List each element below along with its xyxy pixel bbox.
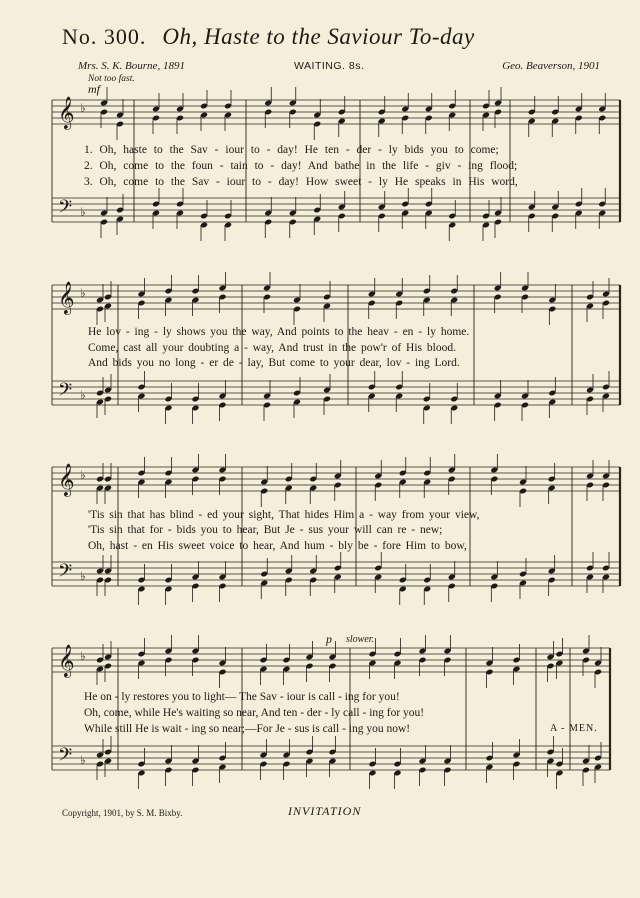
dynamic-piano: p: [326, 632, 332, 646]
flat-sign-icon: ♭: [80, 649, 86, 663]
flat-sign-icon: ♭: [80, 205, 86, 219]
bass-clef-icon: 𝄢: [58, 745, 73, 770]
tempo-slower: slower.: [346, 634, 375, 645]
flat-sign-icon: ♭: [80, 753, 86, 767]
hymn-title: Oh, Haste to the Saviour To-day: [162, 24, 475, 49]
lyric-s4-v1: He on - ly restores you to light— The Sav - iour is call - ing for you!: [84, 691, 400, 703]
lyric-s4-v2: Oh, come, while He's waiting so near, And ten - der - ly call - ing for you!: [84, 707, 425, 719]
hymn-number: No. 300.: [62, 24, 147, 49]
tune-name: WAITING. 8s.: [294, 60, 365, 72]
copyright-notice: Copyright, 1901, by S. M. Bixby.: [62, 808, 183, 818]
lyric-s1-v3: 3. Oh, come to the Sav - iour to - day! How sweet - ly He speaks in His word,: [84, 176, 518, 188]
composer-credit: Geo. Beaverson, 1901: [502, 60, 600, 72]
lyricist-credit: Mrs. S. K. Bourne, 1891: [78, 60, 185, 72]
lyric-s3-v3: Oh, hast - en His sweet voice to hear, And hum - bly be - fore Him to bow,: [88, 540, 467, 552]
flat-sign-icon: ♭: [80, 569, 86, 583]
treble-clef-icon: 𝄞: [58, 96, 75, 129]
lyric-s2-v2: Come, cast all your doubting a - way, And trust in the pow'r of His blood.: [88, 342, 456, 354]
lyric-s1-v1: 1. Oh, haste to the Sav - iour to - day! He ten - der - ly bids you to come;: [84, 144, 499, 156]
treble-clef-icon: 𝄞: [58, 281, 75, 314]
flat-sign-icon: ♭: [80, 286, 86, 300]
lyric-s2-v3: And bids you no long - er de - lay, But come to your dear, lov - ing Lord.: [88, 357, 460, 369]
bass-clef-icon: 𝄢: [58, 561, 73, 586]
treble-clef-icon: 𝄞: [58, 644, 75, 677]
amen-text: A - MEN.: [550, 723, 598, 734]
lyric-s2-v1: He lov - ing - ly shows you the way, And points to the heav - en - ly home.: [88, 326, 470, 338]
lyric-s4-v3: While still He is wait - ing so near;—For Je - sus is call - ing you now!: [84, 723, 411, 735]
dynamic-mezzo-forte: mf: [88, 82, 100, 96]
bass-clef-icon: 𝄢: [58, 197, 73, 222]
topic-label: INVITATION: [288, 804, 362, 818]
treble-clef-icon: 𝄞: [58, 463, 75, 496]
bass-clef-icon: 𝄢: [58, 380, 73, 405]
flat-sign-icon: ♭: [80, 101, 86, 115]
flat-sign-icon: ♭: [80, 388, 86, 402]
flat-sign-icon: ♭: [80, 468, 86, 482]
lyric-s3-v1: 'Tis sin that has blind - ed your sight, That hides Him a - way from your view,: [88, 509, 480, 521]
lyric-s3-v2: 'Tis sin that for - bids you to hear, But Je - sus your will can re - new;: [88, 524, 443, 536]
lyric-s1-v2: 2. Oh, come to the foun - tain to - day! And bathe in the life - giv - ing flood;: [84, 160, 518, 172]
tempo-marking: Not too fast.: [88, 74, 135, 84]
